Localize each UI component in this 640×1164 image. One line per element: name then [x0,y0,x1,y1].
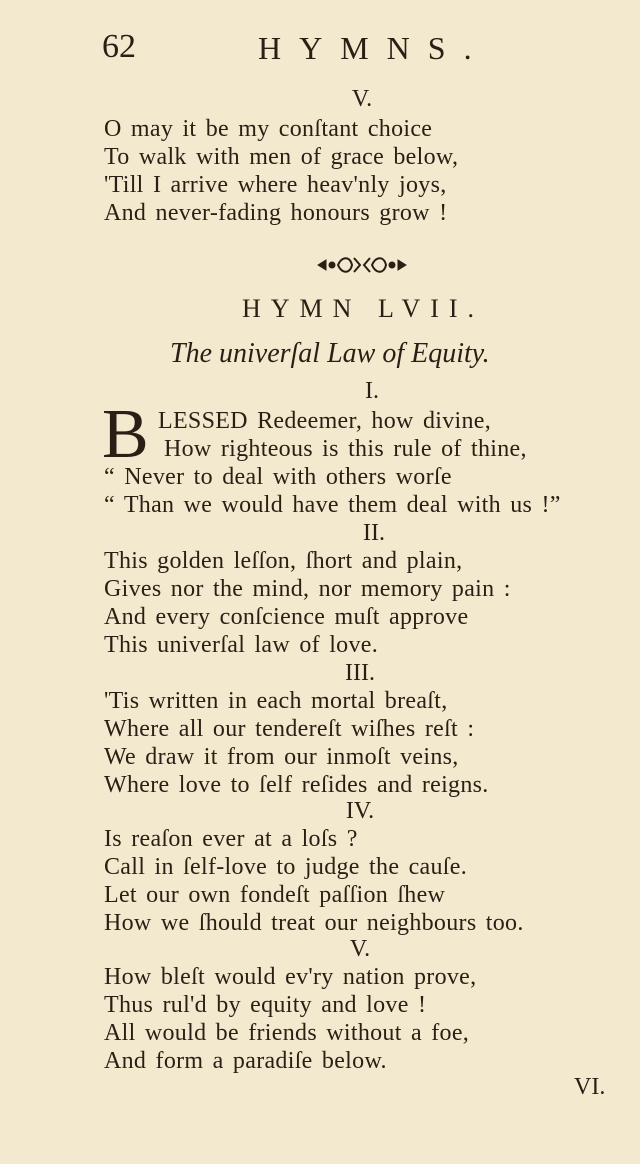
drop-cap: B [102,396,149,473]
catchword: VI. [574,1074,606,1100]
stanza-4-line-2: Call in ſelf-love to judge the cauſe. [104,854,467,880]
hymn-title: HYMN LVII. [242,294,485,323]
prev-line-2: To walk with men of grace below, [104,144,459,170]
fleuron-ornament-icon [316,250,408,280]
stanza-2-numeral: II. [363,520,385,546]
stanza-1-numeral: I. [365,378,379,404]
stanza-1-line-2: How righteous is this rule of thine, [164,436,527,462]
stanza-4-line-1: Is reaſon ever at a loſs ? [104,826,358,852]
stanza-5-line-4: And form a paradiſe below. [104,1048,387,1074]
prev-line-3: 'Till I arrive where heav'nly joys, [104,172,447,198]
stanza-4-line-4: How we ſhould treat our neighbours too. [104,910,524,936]
page-header [102,28,522,72]
stanza-2-line-2: Gives nor the mind, nor memory pain : [104,576,511,602]
stanza-2-line-3: And every conſcience muſt approve [104,604,469,630]
stanza-3-line-2: Where all our tendereſt wiſhes reſt : [104,716,475,742]
stanza-3-line-4: Where love to ſelf reſides and reigns. [104,772,489,798]
stanza-1-line-3: “ Never to deal with others worſe [104,464,452,490]
stanza-5-line-3: All would be friends without a foe, [104,1020,470,1046]
prev-line-4: And never-fading honours grow ! [104,200,448,226]
running-head: HYMNS. [258,30,490,66]
stanza-5-line-2: Thus rul'd by equity and love ! [104,992,427,1018]
stanza-2-line-4: This univerſal law of love. [104,632,379,658]
stanza-1-line-1: LESSED Redeemer, how divine, [158,408,492,434]
stanza-5-numeral: V. [349,936,371,962]
prev-stanza-numeral: V. [351,86,373,112]
stanza-3-line-1: 'Tis written in each mortal breaſt, [104,688,448,714]
page-number: 62 [102,28,136,65]
stanza-2-line-1: This golden leſſon, ſhort and plain, [104,548,463,574]
prev-line-1: O may it be my conſtant choice [104,116,433,142]
stanza-3-numeral: III. [345,660,375,686]
stanza-4-numeral: IV. [345,798,375,824]
stanza-3-line-3: We draw it from our inmoſt veins, [104,744,459,770]
stanza-4-line-3: Let our own fondeſt paſſion ſhew [104,882,446,908]
stanza-5-line-1: How bleſt would ev'ry nation prove, [104,964,477,990]
hymn-subtitle: The univerſal Law of Equity. [170,338,490,369]
stanza-1-line-4: “ Than we would have them deal with us !” [104,492,561,518]
